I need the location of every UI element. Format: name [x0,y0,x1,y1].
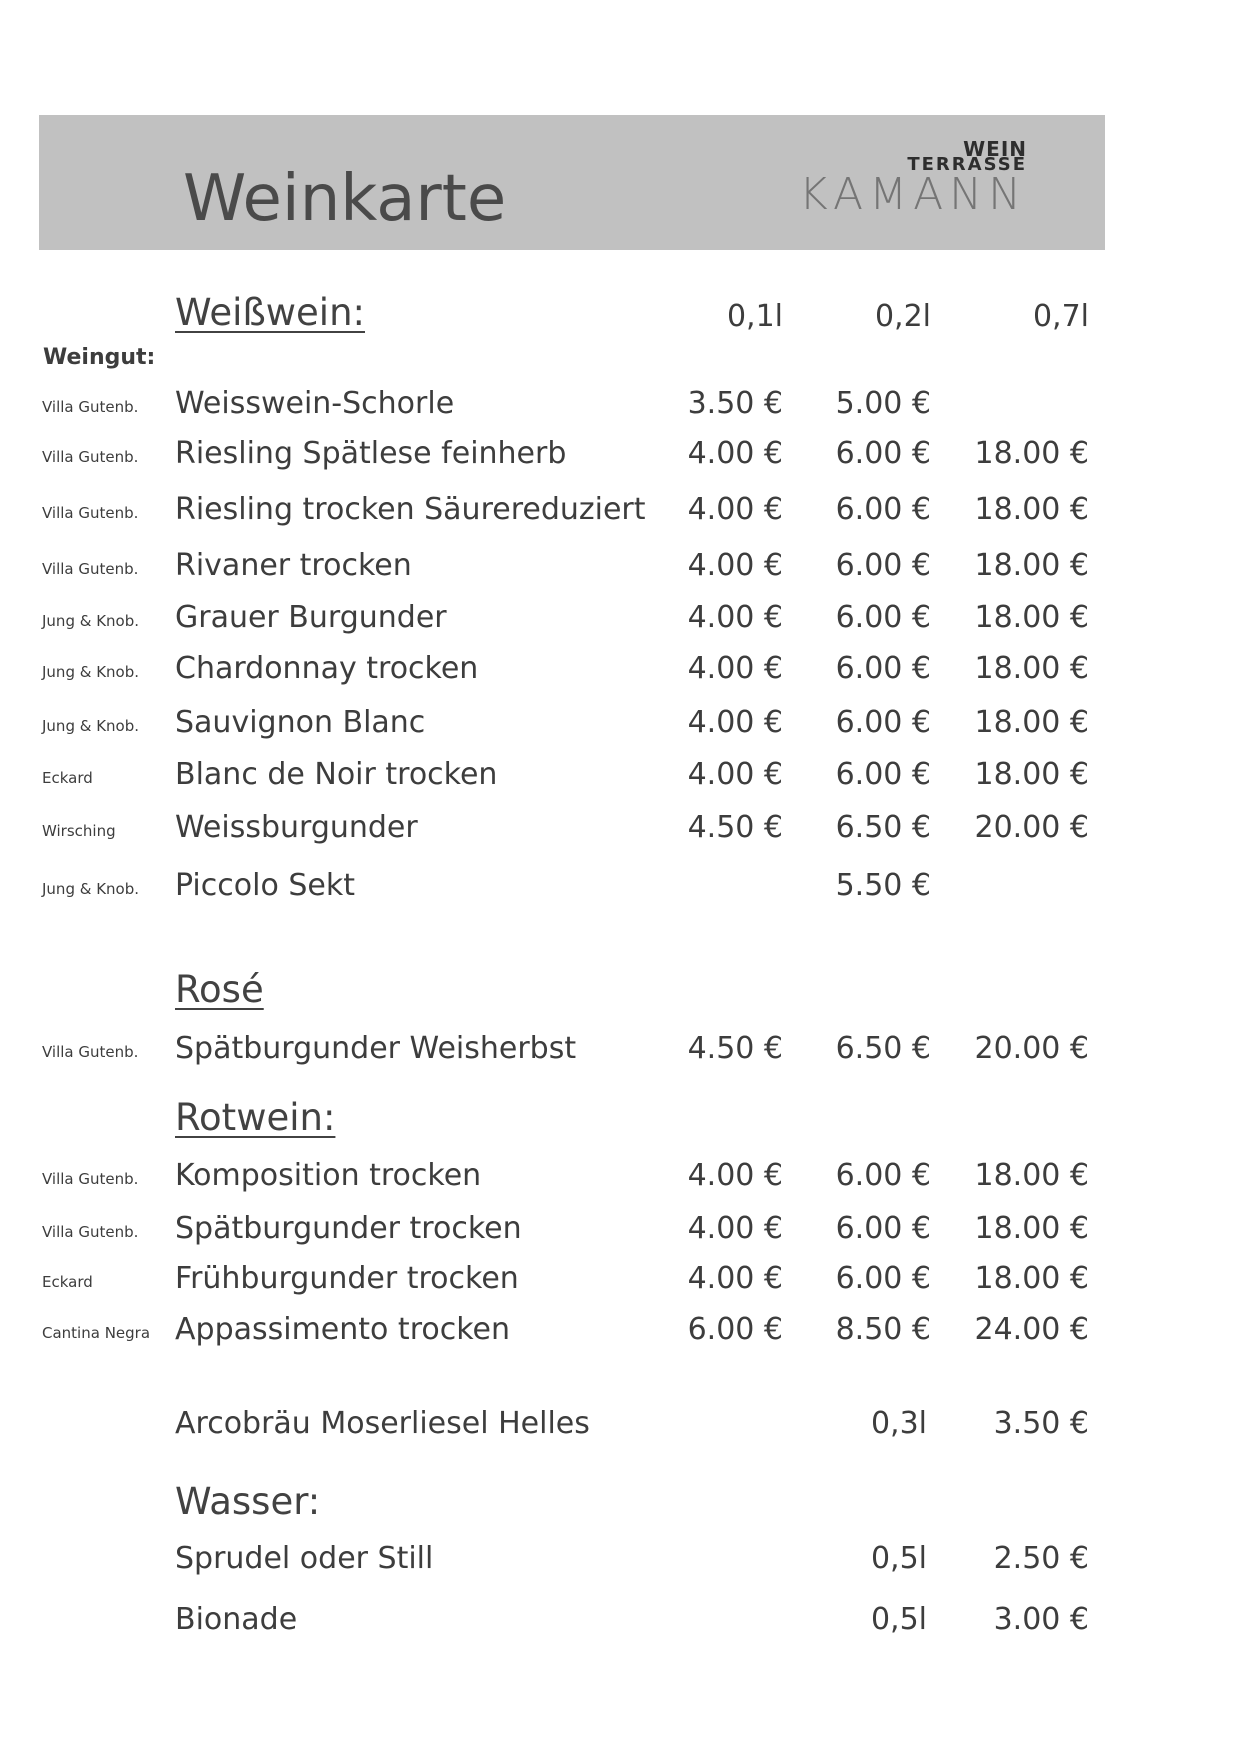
price-07: 20.00 € [974,1031,1089,1066]
section-rose-heading: Rosé [175,968,264,1011]
beer-size: 0,3l [870,1406,927,1441]
price-01: 4.00 € [687,1211,783,1246]
wine-row [0,1261,1240,1301]
size-header-07: 0,7l [1032,299,1089,334]
price-01: 4.00 € [687,757,783,792]
price-02: 6.00 € [835,705,931,740]
wine-row [0,1031,1240,1071]
price-02: 5.50 € [835,868,931,903]
price-01: 3.50 € [687,386,783,421]
logo [717,139,1027,219]
price-07: 18.00 € [974,1158,1089,1193]
winery: Eckard [42,769,93,787]
price-01: 4.00 € [687,705,783,740]
price-07: 18.00 € [974,492,1089,527]
wine-row [0,1312,1240,1352]
wine-name: Chardonnay trocken [175,651,479,686]
wine-name: Riesling Spätlese feinherb [175,436,567,471]
winery: Villa Gutenb. [42,1170,139,1188]
drink-name: Sprudel oder Still [175,1541,434,1576]
wine-row [0,492,1240,532]
winery: Eckard [42,1273,93,1291]
winery: Villa Gutenb. [42,504,139,522]
water-row [0,1602,1240,1642]
winery: Cantina Negra [42,1324,151,1342]
winery: Villa Gutenb. [42,398,139,416]
logo-line-terrasse: TERRASSE [907,154,1027,175]
winery: Wirsching [42,822,116,840]
wine-row [0,1211,1240,1251]
price-02: 6.00 € [835,1211,931,1246]
logo-line-kamann: KAMANN [798,169,1027,220]
winery: Villa Gutenb. [42,1043,139,1061]
price-01: 4.50 € [687,1031,783,1066]
price-02: 6.00 € [835,600,931,635]
winery: Villa Gutenb. [42,1223,139,1241]
wine-row [0,757,1240,797]
wine-name: Frühburgunder trocken [175,1261,519,1296]
wine-name: Rivaner trocken [175,548,412,583]
price-07: 18.00 € [974,705,1089,740]
beer-row [0,1406,1240,1446]
section-wasser-heading: Wasser: [175,1480,321,1523]
price-01: 4.00 € [687,651,783,686]
winery: Villa Gutenb. [42,560,139,578]
winery: Jung & Knob. [42,612,140,630]
size-header-02: 0,2l [874,299,931,334]
wine-name: Grauer Burgunder [175,600,447,635]
wine-row [0,810,1240,850]
price-02: 6.00 € [835,436,931,471]
price-02: 6.00 € [835,651,931,686]
price-02: 6.00 € [835,492,931,527]
wine-row [0,1158,1240,1198]
price-02: 6.00 € [835,548,931,583]
price-01: 4.00 € [687,1158,783,1193]
winery: Jung & Knob. [42,880,140,898]
price-02: 6.00 € [835,1261,931,1296]
beer-name: Arcobräu Moserliesel Helles [175,1406,590,1441]
wine-name: Weisswein-Schorle [175,386,455,421]
wine-row [0,436,1240,476]
winery: Villa Gutenb. [42,448,139,466]
price-01: 4.00 € [687,1261,783,1296]
weingut-label: Weingut: [43,345,156,370]
price-07: 18.00 € [974,548,1089,583]
price-02: 5.00 € [835,386,931,421]
page-title: Weinkarte [183,162,507,236]
wine-name: Weissburgunder [175,810,418,845]
price-07: 24.00 € [974,1312,1089,1347]
price-01: 4.00 € [687,600,783,635]
beer-price: 3.50 € [993,1406,1089,1441]
drink-name: Bionade [175,1602,298,1637]
price-01: 4.00 € [687,492,783,527]
wine-name: Piccolo Sekt [175,868,355,903]
water-row [0,1541,1240,1581]
wine-row [0,548,1240,588]
section-weisswein-heading: Weißwein: [175,291,365,334]
size-header-01: 0,1l [726,299,783,334]
wine-row [0,651,1240,691]
price-07: 20.00 € [974,810,1089,845]
price-02: 6.00 € [835,1158,931,1193]
price-07: 18.00 € [974,1261,1089,1296]
wine-name: Spätburgunder trocken [175,1211,522,1246]
price-02: 8.50 € [835,1312,931,1347]
header-banner [39,115,1105,250]
wine-name: Spätburgunder Weisherbst [175,1031,577,1066]
wine-name: Riesling trocken Säurereduziert [175,492,646,527]
logo-line-wein: WEIN [963,137,1027,161]
drink-size: 0,5l [870,1602,927,1637]
price-02: 6.50 € [835,1031,931,1066]
price-07: 18.00 € [974,600,1089,635]
drink-size: 0,5l [870,1541,927,1576]
winery: Jung & Knob. [42,717,140,735]
price-07: 18.00 € [974,757,1089,792]
wine-row [0,386,1240,426]
wine-row [0,868,1240,908]
price-01: 4.00 € [687,436,783,471]
wine-name: Komposition trocken [175,1158,482,1193]
price-07: 18.00 € [974,651,1089,686]
price-01: 6.00 € [687,1312,783,1347]
price-02: 6.50 € [835,810,931,845]
drink-price: 2.50 € [993,1541,1089,1576]
wine-name: Blanc de Noir trocken [175,757,498,792]
price-01: 4.00 € [687,548,783,583]
price-07: 18.00 € [974,1211,1089,1246]
drink-price: 3.00 € [993,1602,1089,1637]
section-rotwein-heading: Rotwein: [175,1096,336,1139]
price-02: 6.00 € [835,757,931,792]
winery: Jung & Knob. [42,663,140,681]
price-07: 18.00 € [974,436,1089,471]
wine-name: Sauvignon Blanc [175,705,426,740]
wine-row [0,705,1240,745]
wine-name: Appassimento trocken [175,1312,510,1347]
price-01: 4.50 € [687,810,783,845]
wine-row [0,600,1240,640]
